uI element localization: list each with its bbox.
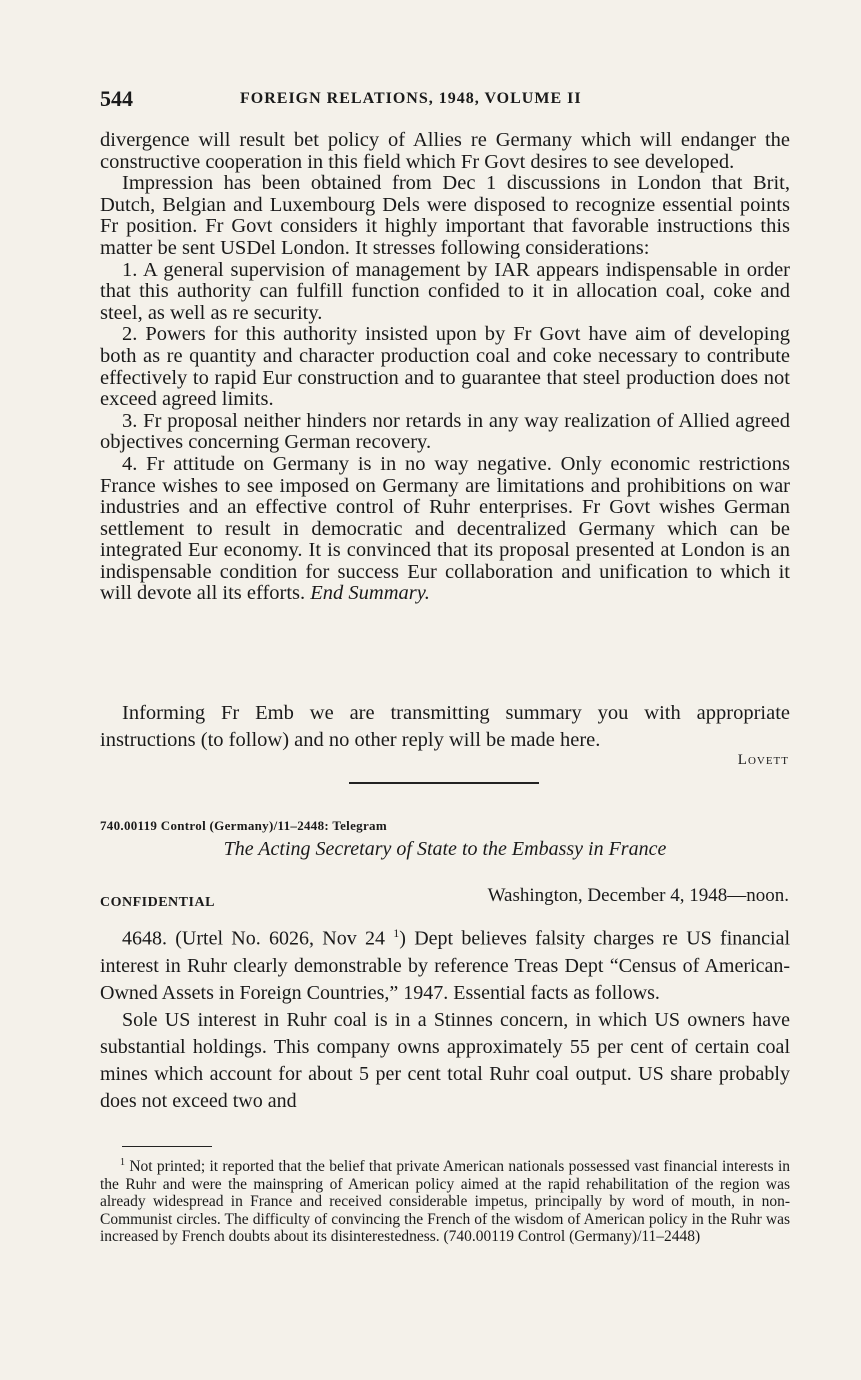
- dateline: Washington, December 4, 1948—noon.: [487, 885, 789, 906]
- consideration-1: 1. A general supervision of management by IAR appears indispensable in order that this authority can fulfill function confided to it in allocation coal, coke and steel, as well as re security.: [100, 258, 790, 324]
- summary-continued-paragraph: divergence will result bet policy of Allies re Germany which will endanger the constructive cooperation in this field which Fr Govt desires to see developed.: [100, 129, 790, 173]
- closing-paragraph: Informing Fr Emb we are transmitting summary you with appropriate instructions (to follow) and no other reply will be made here.: [100, 702, 790, 751]
- end-summary-marker: End Summary.: [310, 582, 430, 605]
- file-reference: 740.00119 Control (Germany)/11–2448: Telegram: [100, 818, 387, 833]
- summary-text: [100, 130, 790, 605]
- footnote: [100, 1154, 790, 1246]
- footnote-mark: 1: [120, 1157, 125, 1168]
- page-header: [100, 86, 790, 116]
- classification-label: CONFIDENTIAL: [100, 895, 215, 910]
- closing-text: [100, 700, 790, 754]
- impression-paragraph: Impression has been obtained from Dec 1 discussions in London that Brit, Dutch, Belgian and Luxembourg Dels were disposed to recognize essential points Fr position. Fr Govt considers it highly important that favorable instructions this matter be sent USDel London. It stresses following considerations:: [100, 172, 790, 259]
- signature: Lovett: [737, 752, 789, 768]
- footnote-text: Not printed; it reported that the belief that private American nationals possessed vast financial interests in the Ruhr and were the mainspring of American policy aimed at the rapid rehabilitation of the region was already widespread in France and received considerable impetus, principally by word of mouth, in non-Communist circles. The difficulty of convincing the French of the wisdom of American policy in the Ruhr was increased by French doubts about its disinterestedness. (740.00119 Control (Germany)/11–2448): [100, 1158, 791, 1246]
- consideration-4: [100, 454, 790, 605]
- telegram-paragraph-1: [100, 920, 790, 1007]
- paragraph-1-rest: ) Dept believes falsity charges re US financial interest in Ruhr clearly demonstrable by reference Treas Dept “Census of American-Owned Assets in Foreign Countries,” 1947. Essential facts as follows.: [100, 927, 791, 1004]
- footnote-divider: [122, 1146, 212, 1147]
- section-divider: [349, 782, 539, 784]
- footnote-reference: 1: [393, 926, 400, 940]
- consideration-3: 3. Fr proposal neither hinders nor retards in any way realization of Allied agreed objectives concerning German recovery.: [100, 409, 790, 454]
- telegram-paragraph-2: Sole US interest in Ruhr coal is in a Stinnes concern, in which US owners have substantial holdings. This company owns approximately 55 per cent of certain coal mines which account for about 5 per cent total Ruhr coal output. US share probably does not exceed two and: [100, 1008, 790, 1112]
- paragraph-1-start: 4648. (Urtel No. 6026, Nov 24: [122, 927, 385, 950]
- consideration-2: 2. Powers for this authority insisted upon by Fr Govt have aim of developing both as re quantity and character production coal and coke necessary to contribute effectively to rapid Eur construction and to guarantee that steel production does not exceed agreed limits.: [100, 323, 790, 411]
- document-title: The Acting Secretary of State to the Embassy in France: [223, 838, 667, 860]
- consideration-4-text: 4. Fr attitude on Germany is in no way negative. Only economic restrictions France wishes to see imposed on Germany are limitations and prohibitions on war industries and an effective control of Ruhr enterprises. Fr Govt wishes German settlement to result in democratic and decentralized Germany which can be integrated Eur economy. It is convinced that its proposal presented at London is an indispensable condition for success Eur collaboration and unification to which it will devote all its efforts.: [100, 452, 790, 605]
- page-number: 544: [100, 86, 133, 111]
- running-title: FOREIGN RELATIONS, 1948, VOLUME II: [240, 90, 582, 107]
- telegram-body: [100, 920, 790, 1115]
